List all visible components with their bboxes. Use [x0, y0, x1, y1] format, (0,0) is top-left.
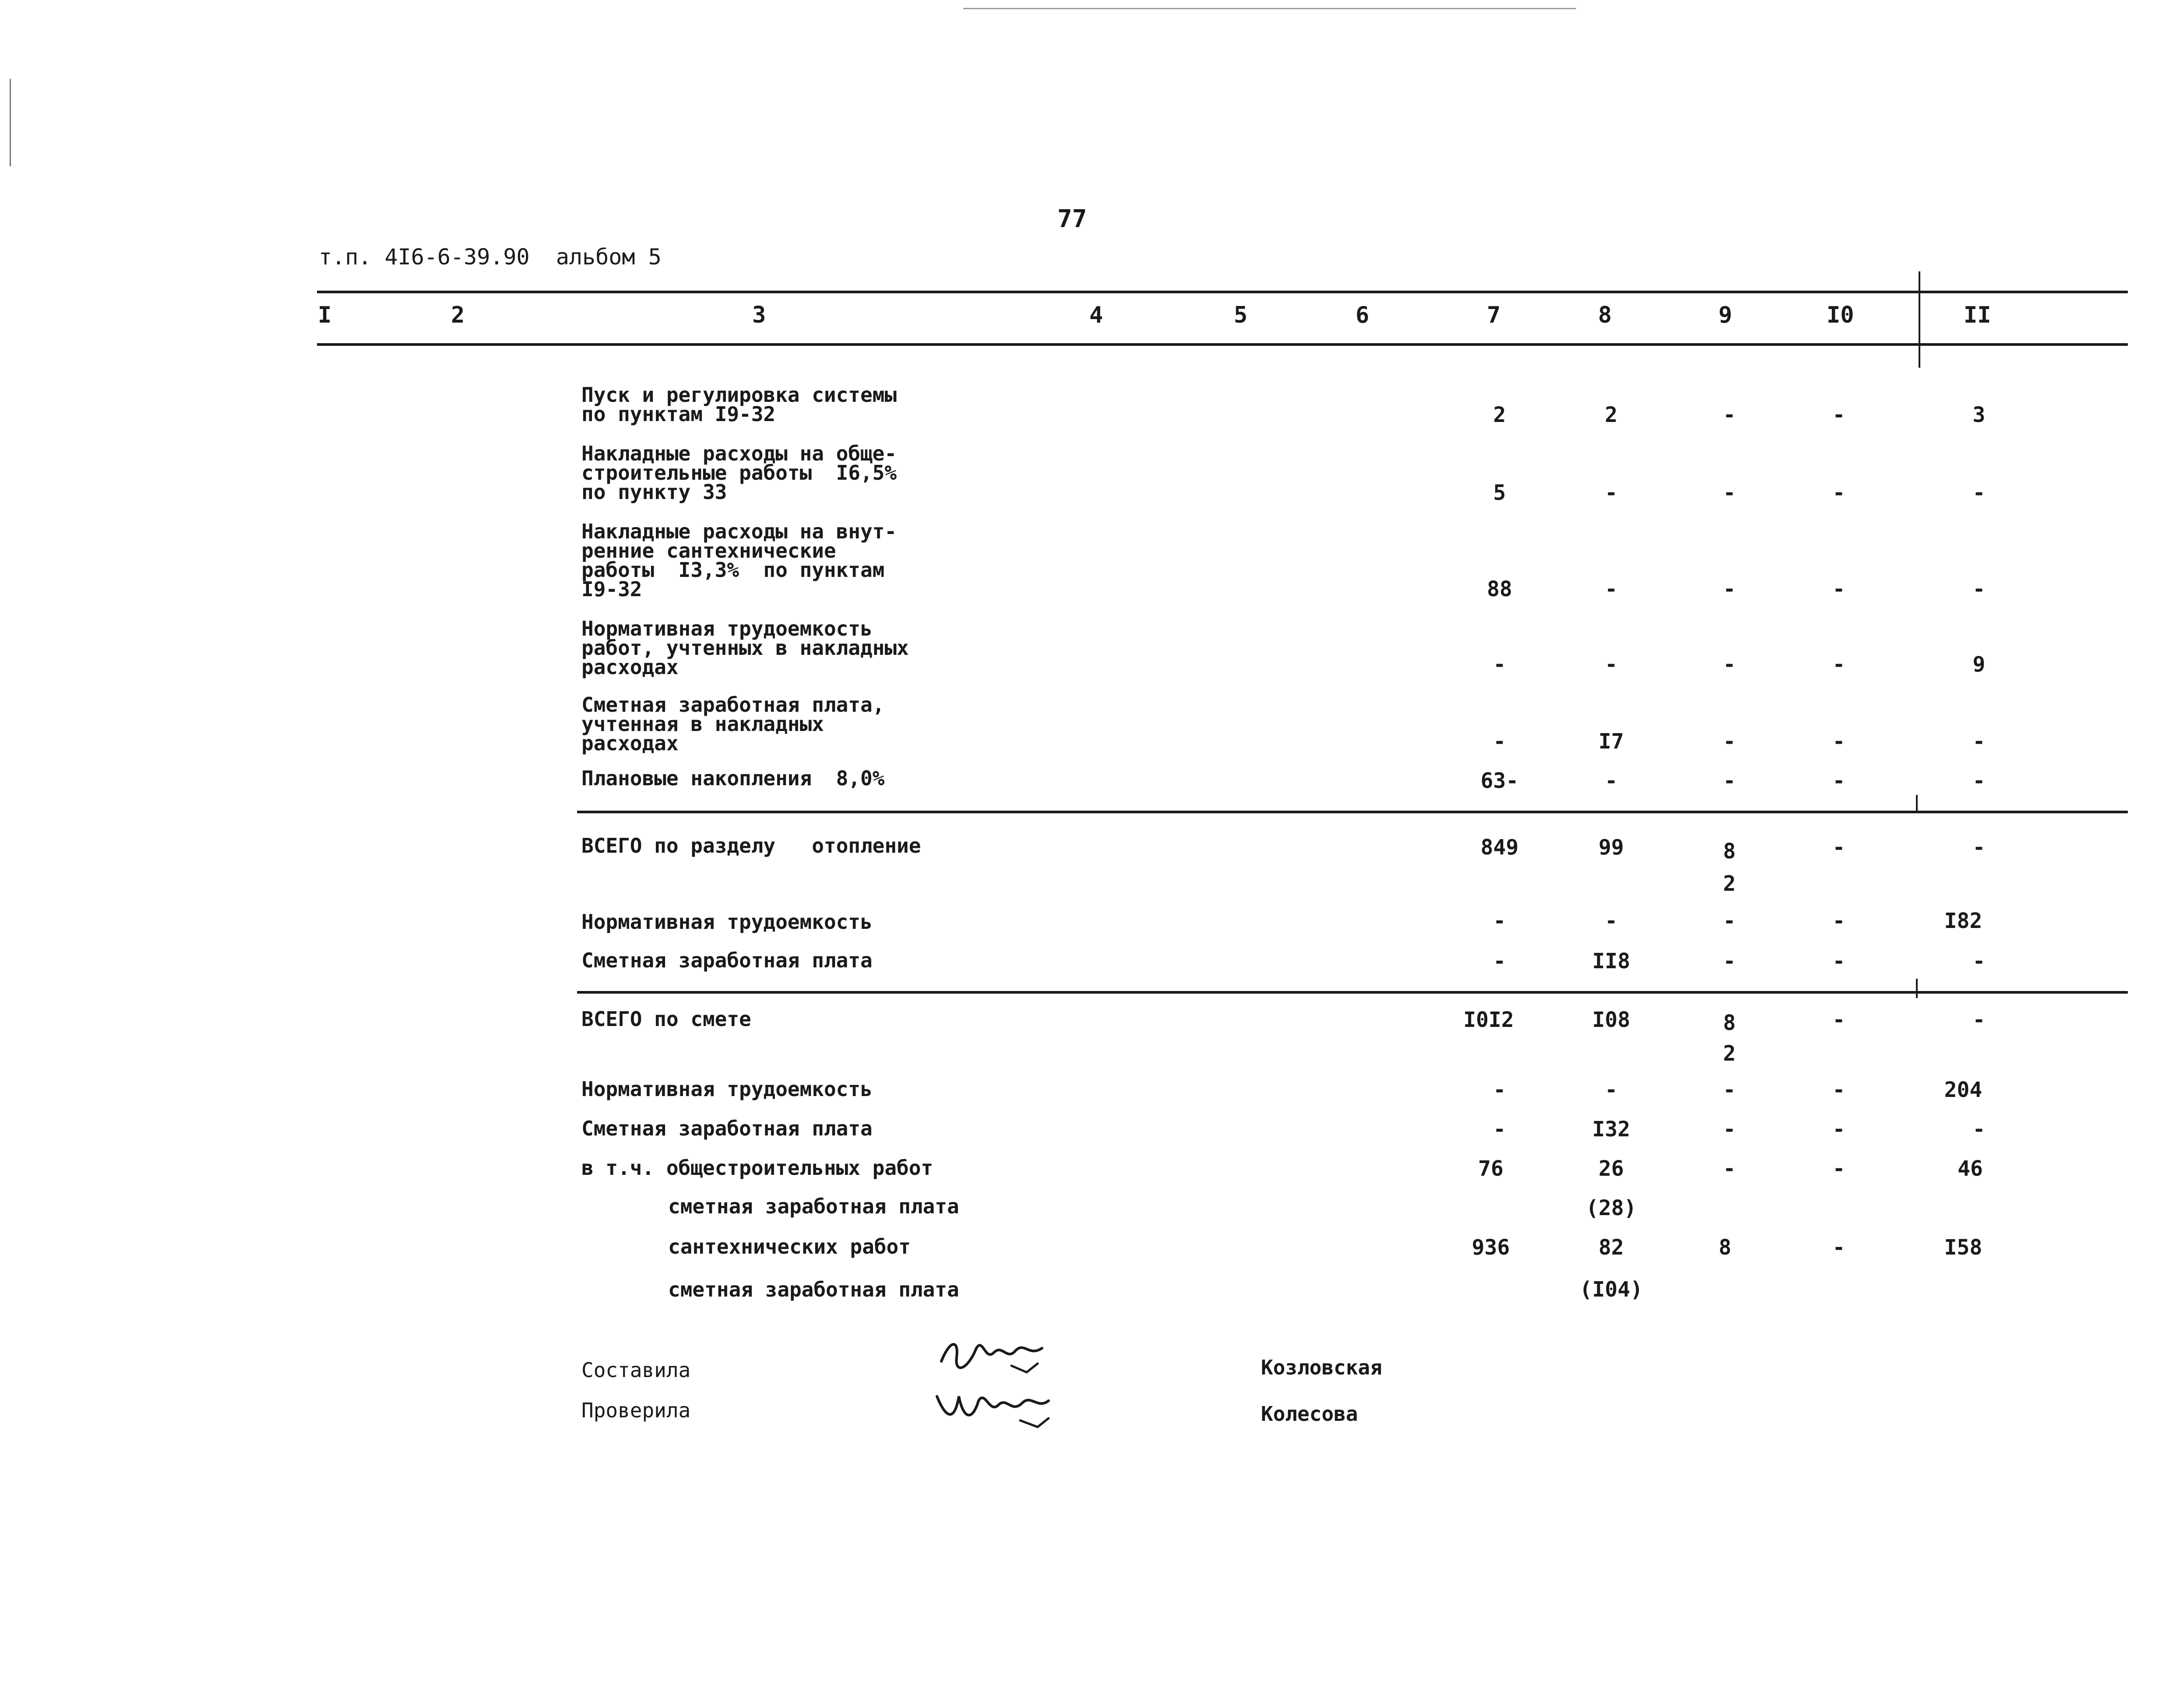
- cell-col10: -: [1832, 1235, 1845, 1260]
- checked-name: Колесова: [1261, 1402, 1358, 1426]
- cell-col10: -: [1832, 577, 1845, 601]
- cell-col10: -: [1832, 652, 1845, 677]
- cell-col11: 9: [1972, 652, 1986, 677]
- cell-col8: 2: [1605, 403, 1618, 427]
- cell-col11: 204: [1944, 1078, 1982, 1102]
- cell-col7: -: [1493, 652, 1506, 677]
- cell-col8: I32: [1592, 1117, 1630, 1142]
- row-label: Накладные расходы на обще- строительные работы I6,5% по пункту 33: [581, 442, 897, 504]
- row-label: сметная заработная плата: [668, 1195, 959, 1218]
- scan-left-line: [10, 79, 11, 166]
- cell-col11: -: [1972, 769, 1986, 793]
- cell-col7: 88: [1487, 577, 1512, 601]
- signature-checked: [924, 1379, 1064, 1436]
- cell-col7: 2: [1493, 403, 1506, 427]
- col-header-8: 8: [1598, 302, 1612, 328]
- cell-col11: I82: [1944, 909, 1982, 933]
- cell-col8: (I04): [1579, 1277, 1643, 1302]
- col-header-7: 7: [1487, 302, 1501, 328]
- col-header-1: I: [318, 302, 332, 328]
- cell-col9: 8: [1718, 1235, 1732, 1260]
- col-header-6: 6: [1356, 302, 1370, 328]
- row-label: в т.ч. общестроительных работ: [581, 1156, 933, 1180]
- cell-col9: -: [1723, 652, 1736, 677]
- cell-col7: -: [1493, 949, 1506, 973]
- row-label: Пуск и регулировка системы по пунктам I9-32: [581, 383, 897, 426]
- row-label: Нормативная трудоемкость: [581, 1077, 873, 1101]
- section-tick-1: [1916, 795, 1918, 812]
- cell-col9: -: [1723, 481, 1736, 505]
- cell-col8: 26: [1599, 1156, 1624, 1181]
- cell-col7: 5: [1493, 481, 1506, 505]
- row-label: Плановые накопления 8,0%: [581, 766, 885, 790]
- cell-col8: -: [1605, 909, 1618, 933]
- row-label: Нормативная трудоемкость: [581, 910, 873, 934]
- cell-col7: 76: [1478, 1156, 1503, 1181]
- section-rule-1: [577, 811, 2128, 813]
- cell-col9: -: [1723, 1156, 1736, 1181]
- cell-col7: -: [1493, 1078, 1506, 1102]
- col-header-11: II: [1964, 302, 1991, 328]
- cell-col7: 63-: [1480, 769, 1519, 793]
- cell-col8: II8: [1592, 949, 1630, 973]
- page-number: 77: [1057, 205, 1087, 233]
- col-header-9: 9: [1718, 302, 1732, 328]
- row-label: Сметная заработная плата: [581, 1117, 873, 1140]
- col-header-3: 3: [752, 302, 766, 328]
- cell-col9: -: [1723, 403, 1736, 427]
- cell-col11: -: [1972, 729, 1986, 754]
- cell-col11: -: [1972, 577, 1986, 601]
- col-header-4: 4: [1089, 302, 1103, 328]
- cell-col7: 849: [1480, 835, 1519, 860]
- row-label: Нормативная трудоемкость работ, учтенных в накладных расходах: [581, 617, 909, 679]
- row-label: ВСЕГО по смете: [581, 1007, 751, 1031]
- header-bottom-rule: [317, 343, 2128, 346]
- signature-compiled: [933, 1331, 1064, 1383]
- cell-col8: -: [1605, 481, 1618, 505]
- cell-col10: -: [1832, 729, 1845, 754]
- cell-col9: 8 2: [1723, 1011, 1736, 1066]
- col-header-2: 2: [451, 302, 465, 328]
- cell-col8: (28): [1586, 1196, 1637, 1220]
- cell-col7: -: [1493, 729, 1506, 754]
- scan-top-line: [963, 8, 1576, 9]
- col-header-5: 5: [1234, 302, 1248, 328]
- document-reference: т.п. 4I6-6-39.90 альбом 5: [319, 244, 662, 270]
- cell-col10: -: [1832, 949, 1845, 973]
- cell-col10: -: [1832, 769, 1845, 793]
- cell-col10: -: [1832, 481, 1845, 505]
- cell-col11: -: [1972, 1117, 1986, 1142]
- section-tick-2: [1916, 979, 1918, 998]
- cell-col10: -: [1832, 1078, 1845, 1102]
- cell-col9: -: [1723, 577, 1736, 601]
- cell-col9: -: [1723, 729, 1736, 754]
- section-rule-2: [577, 991, 2128, 994]
- cell-col10: -: [1832, 403, 1845, 427]
- cell-col8: 99: [1599, 835, 1624, 860]
- cell-col8: -: [1605, 652, 1618, 677]
- cell-col9: -: [1723, 1117, 1736, 1142]
- row-label: сметная заработная плата: [668, 1278, 959, 1301]
- cell-col10: -: [1832, 835, 1845, 860]
- cell-col11: -: [1972, 481, 1986, 505]
- cell-col8: I08: [1592, 1008, 1630, 1032]
- cell-col9: -: [1723, 949, 1736, 973]
- row-label: сантехнических работ: [668, 1235, 911, 1258]
- compiled-name: Козловская: [1261, 1356, 1382, 1379]
- cell-col11: -: [1972, 835, 1986, 860]
- checked-label: Проверила: [581, 1399, 691, 1422]
- cell-col11: -: [1972, 949, 1986, 973]
- cell-col10: -: [1832, 909, 1845, 933]
- col11-divider: [1919, 271, 1920, 368]
- cell-col10: -: [1832, 1008, 1845, 1032]
- cell-col9: -: [1723, 1078, 1736, 1102]
- table-top-rule: [317, 291, 2128, 293]
- cell-col9: 8 2: [1723, 839, 1736, 896]
- col-header-10: I0: [1827, 302, 1854, 328]
- cell-col11: 46: [1958, 1156, 1983, 1181]
- cell-col8: 82: [1599, 1235, 1624, 1260]
- row-label: Накладные расходы на внут- ренние сантехнические работы I3,3% по пунктам I9-32: [581, 520, 897, 601]
- cell-col8: -: [1605, 769, 1618, 793]
- cell-col11: I58: [1944, 1235, 1982, 1260]
- cell-col7: -: [1493, 909, 1506, 933]
- compiled-label: Составила: [581, 1358, 691, 1382]
- cell-col8: -: [1605, 577, 1618, 601]
- cell-col10: -: [1832, 1156, 1845, 1181]
- cell-col8: -: [1605, 1078, 1618, 1102]
- cell-col7: I0I2: [1463, 1008, 1514, 1032]
- cell-col11: 3: [1972, 403, 1986, 427]
- cell-col7: 936: [1472, 1235, 1510, 1260]
- cell-col9: -: [1723, 909, 1736, 933]
- cell-col9: -: [1723, 769, 1736, 793]
- cell-col8: I7: [1599, 729, 1624, 754]
- cell-col10: -: [1832, 1117, 1845, 1142]
- cell-col11: -: [1972, 1008, 1986, 1032]
- row-label: ВСЕГО по разделу отопление: [581, 834, 921, 858]
- cell-col7: -: [1493, 1117, 1506, 1142]
- row-label: Сметная заработная плата, учтенная в накладных расходах: [581, 693, 885, 755]
- row-label: Сметная заработная плата: [581, 949, 873, 972]
